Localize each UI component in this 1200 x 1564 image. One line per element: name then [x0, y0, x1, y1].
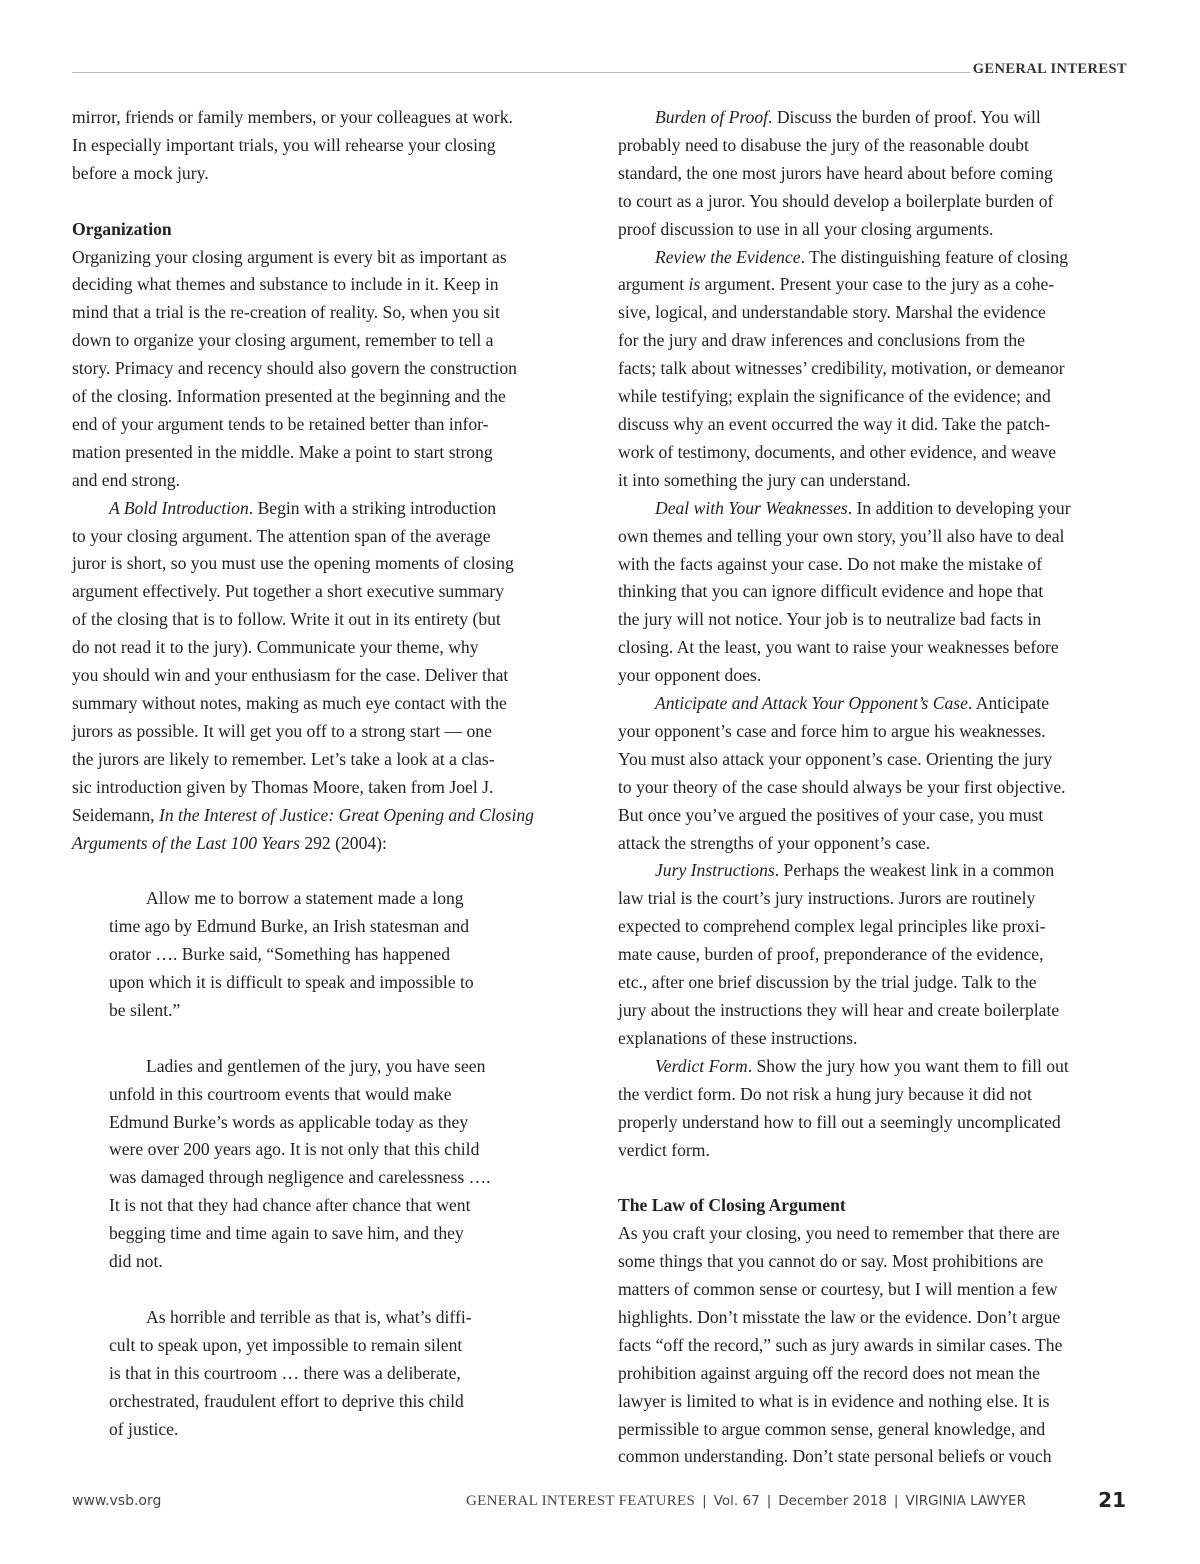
law-of-closing-heading: The Law of Closing Argument	[618, 1195, 846, 1216]
text-line: juror is short, so you must use the opening moments of closing	[72, 553, 514, 574]
text-line: Verdict Form. Show the jury how you want them to fill out	[655, 1055, 1069, 1076]
text-line: standard, the one most jurors have heard about before coming	[618, 162, 1053, 183]
text-line: some things that you cannot do or say. Most prohibitions are	[618, 1251, 1044, 1272]
burden-of-proof-title: Burden of Proof	[655, 107, 769, 127]
text-line: and end strong.	[72, 469, 180, 490]
verdict-form-paragraph	[618, 1053, 1130, 1165]
text-line: your opponent’s case and force him to argue his weaknesses.	[618, 720, 1046, 741]
text-line: do not read it to the jury). Communicate your theme, why	[72, 637, 479, 658]
text-line: attack the strengths of your opponent’s case.	[618, 832, 931, 853]
text-line: deciding what themes and substance to include in it. Keep in	[72, 274, 499, 295]
text-line: mirror, friends or family members, or your colleagues at work.	[72, 107, 513, 127]
text-line: Anticipate and Attack Your Opponent’s Case. Anticipate	[655, 693, 1050, 714]
text-line: properly understand how to fill out a seemingly uncomplicated	[618, 1111, 1061, 1132]
footer-volume: Vol. 67	[713, 1493, 760, 1509]
weaknesses-title: Deal with Your Weaknesses	[655, 497, 848, 518]
text-line: Jury Instructions. Perhaps the weakest link in a common	[655, 860, 1055, 881]
burden-of-proof-paragraph	[618, 104, 1130, 244]
text-line: mation presented in the middle. Make a point to start strong	[72, 441, 493, 462]
text-line: you should win and your enthusiasm for the case. Deliver that	[72, 665, 509, 686]
text-line: lawyer is limited to what is in evidence and nothing else. It is	[618, 1390, 1050, 1411]
bold-introduction-paragraph	[72, 495, 584, 858]
section-label: GENERAL INTEREST	[972, 61, 1127, 77]
text-line: the jury will not notice. Your job is to neutralize bad facts in	[618, 609, 1042, 630]
text-line: upon which it is difficult to speak and impossible to	[109, 972, 474, 993]
text-line: Deal with Your Weaknesses. In addition to developing your	[655, 497, 1071, 518]
anticipate-title: Anticipate and Attack Your Opponent’s Case	[655, 693, 968, 714]
verdict-form-title: Verdict Form	[655, 1055, 748, 1076]
text-line: probably need to disabuse the jury of the reasonable doubt	[618, 134, 1029, 155]
text-line: Edmund Burke’s words as applicable today as they	[109, 1111, 469, 1132]
text-line: closing. At the least, you want to raise your weaknesses before	[618, 637, 1059, 658]
quote-paragraph	[109, 1304, 584, 1444]
weaknesses-paragraph	[618, 495, 1130, 690]
text-line: of the closing. Information presented at the beginning and the	[72, 386, 506, 407]
jury-instructions-paragraph	[618, 857, 1130, 1052]
text-line: before a mock jury.	[72, 162, 209, 183]
left-column	[72, 104, 584, 1443]
text-line: permissible to argue common sense, general knowledge, and	[618, 1418, 1046, 1439]
text-line: As horrible and terrible as that is, what’s diffi-	[146, 1306, 472, 1327]
footer-website: www.vsb.org	[72, 1493, 162, 1509]
text-line: was damaged through negligence and carelessness ….	[109, 1167, 491, 1188]
text-line: unfold in this courtroom events that would make	[109, 1083, 452, 1104]
footer-publication: VIRGINIA LAWYER	[905, 1493, 1026, 1509]
text-line: Organizing your closing argument is every bit as important as	[72, 246, 507, 267]
text-line: Review the Evidence. The distinguishing feature of closing	[655, 246, 1069, 267]
text-line: work of testimony, documents, and other evidence, and weave	[618, 441, 1057, 462]
text-line: prohibition against arguing off the record does not mean the	[618, 1362, 1040, 1383]
text-line: mind that a trial is the re-creation of reality. So, when you sit	[72, 302, 500, 323]
text-line: to court as a juror. You should develop a boilerplate burden of	[618, 190, 1054, 211]
footer-date: December 2018	[778, 1493, 887, 1509]
text-line: You must also attack your opponent’s case. Orienting the jury	[618, 748, 1053, 769]
text-line: your opponent does.	[618, 665, 762, 686]
text-line: were over 200 years ago. It is not only that this child	[109, 1139, 480, 1160]
citation-line: Arguments of the Last 100 Years 292 (2004):	[72, 832, 387, 853]
text-line: end of your argument tends to be retained better than infor-	[72, 413, 489, 434]
organization-heading: Organization	[72, 218, 172, 239]
quote-paragraph	[109, 885, 584, 1025]
text-line: orator …. Burke said, “Something has happened	[109, 944, 451, 965]
review-evidence-title: Review the Evidence	[655, 246, 801, 267]
block-quote	[72, 885, 584, 1443]
law-of-closing-paragraph	[618, 1220, 1130, 1471]
text-line: jury about the instructions they will hear and create boilerplate	[618, 1000, 1060, 1020]
text-line: the verdict form. Do not risk a hung jury because it did not	[618, 1083, 1032, 1104]
text-line: did not.	[109, 1251, 163, 1272]
text-line: story. Primacy and recency should also govern the construction	[72, 358, 517, 379]
footer-separator: |	[702, 1493, 707, 1509]
text-line: argument effectively. Put together a short executive summary	[72, 581, 505, 602]
organization-paragraph	[72, 244, 584, 495]
text-line: But once you’ve argued the positives of your case, you must	[618, 804, 1044, 825]
text-line: of justice.	[109, 1418, 179, 1439]
text-line: In especially important trials, you will rehearse your closing	[72, 134, 496, 155]
page-number: 21	[1098, 1488, 1126, 1512]
text-line: own themes and telling your own story, you’ll also have to deal	[618, 525, 1065, 546]
text-line: expected to comprehend complex legal principles like proxi-	[618, 916, 1046, 937]
text-line: facts; talk about witnesses’ credibility, motivation, or demeanor	[618, 358, 1065, 379]
text-line: law trial is the court’s jury instructions. Jurors are routinely	[618, 888, 1036, 909]
text-line: argument is argument. Present your case to the jury as a cohe-	[618, 274, 1055, 295]
text-line: jurors as possible. It will get you off to a strong start — one	[72, 720, 492, 741]
text-line: common understanding. Don’t state personal beliefs or vouch	[618, 1446, 1052, 1467]
text-line: mate cause, burden of proof, preponderance of the evidence,	[618, 944, 1044, 965]
citation-line: Seidemann, In the Interest of Justice: Great Opening and Closing	[72, 804, 534, 825]
text-line: thinking that you can ignore difficult evidence and hope that	[618, 581, 1044, 602]
text-line: sive, logical, and understandable story. Marshal the evidence	[618, 302, 1046, 323]
text-line: Allow me to borrow a statement made a long	[146, 888, 464, 909]
text-line: As you craft your closing, you need to remember that there are	[618, 1223, 1060, 1244]
text-line: time ago by Edmund Burke, an Irish statesman and	[109, 916, 470, 937]
text-line: to your theory of the case should always be your first objective.	[618, 776, 1066, 797]
bold-introduction-title: A Bold Introduction	[109, 497, 249, 518]
jury-instructions-title: Jury Instructions	[655, 860, 775, 881]
text-line: explanations of these instructions.	[618, 1027, 858, 1048]
text-line: summary without notes, making as much eye contact with the	[72, 693, 507, 714]
footer-publication-info	[466, 1493, 1026, 1510]
text-line: with the facts against your case. Do not make the mistake of	[618, 553, 1043, 574]
text-line: facts “off the record,” such as jury awards in similar cases. The	[618, 1334, 1063, 1355]
review-evidence-paragraph	[618, 244, 1130, 495]
intro-paragraph	[72, 104, 584, 188]
anticipate-paragraph	[618, 690, 1130, 857]
footer-separator: |	[766, 1493, 772, 1509]
text-line: to your closing argument. The attention span of the average	[72, 525, 491, 546]
text-line: proof discussion to use in all your closing arguments.	[618, 218, 994, 239]
text-line: etc., after one brief discussion by the trial judge. Talk to the	[618, 972, 1037, 993]
text-line: is that in this courtroom … there was a deliberate,	[109, 1362, 461, 1383]
text-line: down to organize your closing argument, remember to tell a	[72, 330, 494, 351]
text-line: orchestrated, fraudulent effort to deprive this child	[109, 1390, 464, 1411]
right-column	[618, 104, 1130, 1471]
text-line: A Bold Introduction. Begin with a striking introduction	[109, 497, 497, 518]
footer-section: GENERAL INTEREST FEATURES	[466, 1493, 696, 1509]
text-line: It is not that they had chance after chance that went	[109, 1195, 471, 1216]
text-line: verdict form.	[618, 1139, 710, 1160]
header-rule	[72, 72, 970, 73]
text-line: cult to speak upon, yet impossible to remain silent	[109, 1334, 463, 1355]
text-line: highlights. Don’t misstate the law or the evidence. Don’t argue	[618, 1306, 1061, 1327]
text-line: it into something the jury can understand.	[618, 469, 911, 490]
text-line: for the jury and draw inferences and conclusions from the	[618, 330, 1025, 351]
text-line: sic introduction given by Thomas Moore, taken from Joel J.	[72, 776, 494, 797]
quote-paragraph	[109, 1053, 584, 1276]
text-line: begging time and time again to save him, and they	[109, 1223, 464, 1244]
text-line: Ladies and gentlemen of the jury, you have seen	[146, 1055, 486, 1076]
text-line: matters of common sense or courtesy, but I will mention a few	[618, 1279, 1058, 1300]
text-line: be silent.”	[109, 999, 181, 1020]
text-line: of the closing that is to follow. Write it out in its entirety (but	[72, 609, 501, 630]
text-line: Burden of Proof. Discuss the burden of proof. You will	[655, 107, 1041, 127]
text-line: the jurors are likely to remember. Let’s take a look at a clas-	[72, 748, 495, 769]
text-line: discuss why an event occurred the way it did. Take the patch-	[618, 413, 1051, 434]
footer-separator: |	[893, 1493, 899, 1509]
text-line: while testifying; explain the significance of the evidence; and	[618, 386, 1051, 407]
